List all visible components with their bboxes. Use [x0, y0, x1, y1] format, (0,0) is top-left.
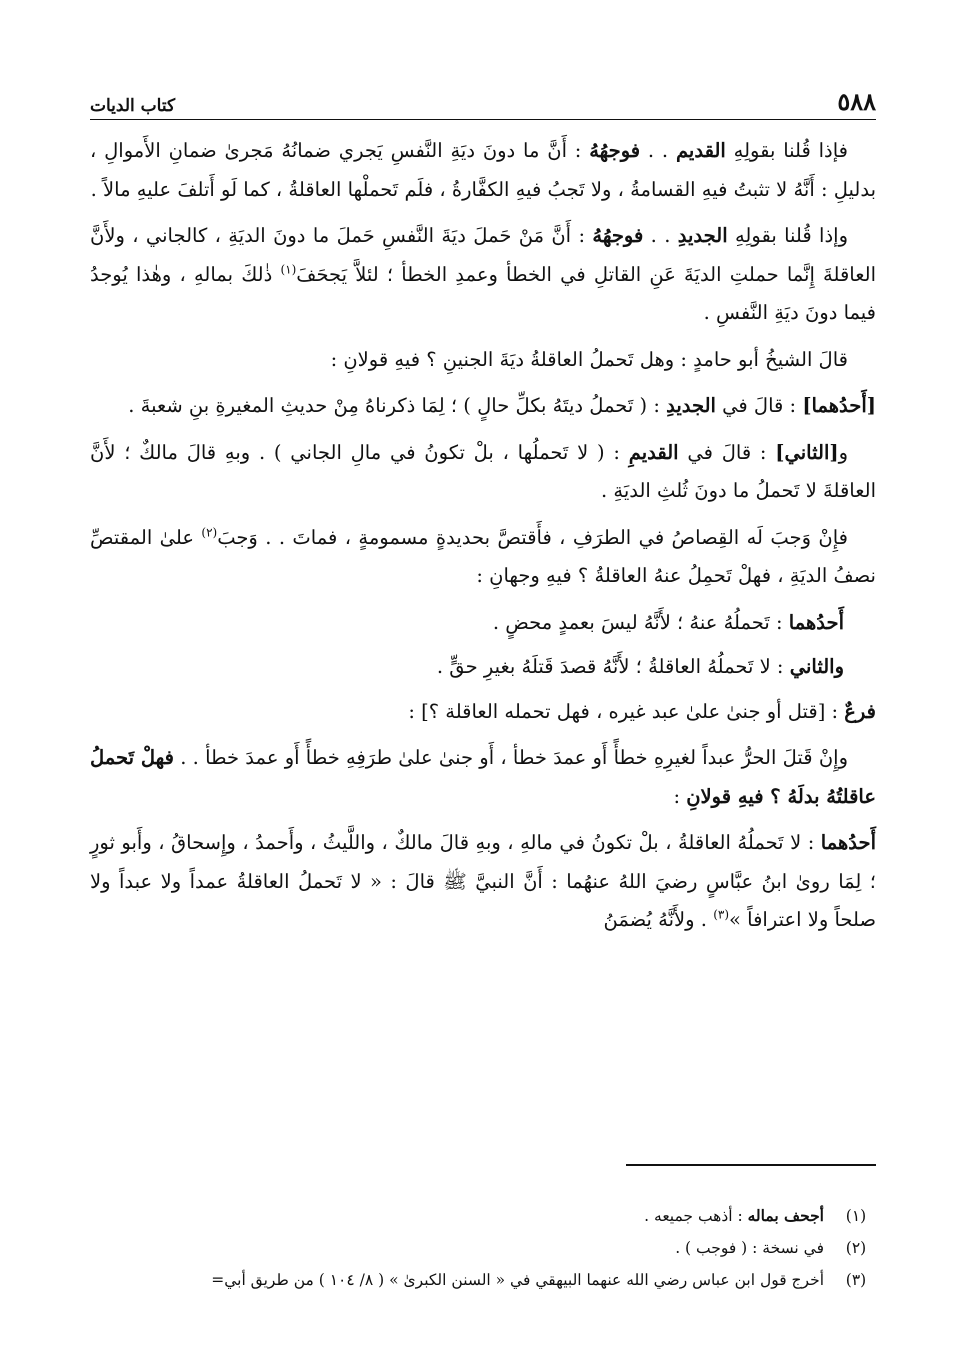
text-run: علىٰ المقتصِّ نصفُ الديَةِ ، فهلْ تَحمِلُ عنهُ العاقلةُ ؟ فيهِ وجهانِ : [90, 525, 876, 587]
main-text [90, 132, 876, 948]
bold-term: أَحدُهما [788, 610, 844, 634]
footnotes [90, 1200, 876, 1296]
footnote-text: : أذهب جميعه . [644, 1207, 748, 1225]
bold-term: الجديدِ [677, 224, 728, 247]
bold-term: فهلْ تَحملُ عاقلتُهُ بدلَهُ ؟ فيهِ قولانِ [90, 746, 876, 808]
footnote-separator [626, 1164, 876, 1166]
paragraph-2 [90, 217, 876, 333]
section-heading-branch [90, 693, 876, 732]
text-run: : أَنَّ مَنْ حَملَ ديَةَ النَّفسِ حَملَ ما دونَ الديَةِ ، كالجاني ، ولأَنَّ العاقلةَ إِنَّما حملتِ الديَةَ عَنِ القاتلِ في الخطأ وعمدِ الخطأ ؛ لئلاَّ يَجحَفَ [90, 224, 877, 286]
paragraph-1 [90, 132, 876, 209]
text-run: و [838, 440, 849, 464]
footnote-ref-3[interactable]: (٣) [713, 907, 730, 922]
text-run: فإِنْ وَجبَ لَه القِصاصُ في الطرَفِ ، فأَقتصَّ بحديدةٍ مسمومةٍ ، فماتَ . . وَجبَ [217, 525, 848, 549]
header-rule [90, 119, 876, 120]
text-run: . . [643, 224, 678, 247]
text-run: ذٰلكَ بمالهِ ، وهٰذا يُوجدُ فيما دونَ ديَةِ النَّفسِ . [90, 262, 876, 324]
text-run: : لا تَحملُهُ العاقلةُ ، بلْ تكونُ في مالهِ ، وبهِ قالَ مالكٌ ، واللَّيثُ ، وأَحمدُ ، وإِسحاقُ ، وأَبو ثورٍ ؛ لِمَا روىٰ ابنُ عبَّاسٍ رضيَ اللهُ عنهُما : أَنَّ النبيَّ ﷺ قالَ : « لا تَحملُ العاقلةُ عمداً ولا عبداً ولا صلحاً ولا اعترافاً » [90, 831, 876, 931]
paragraph-11 [90, 824, 876, 940]
footnote-ref-1[interactable]: (١) [280, 262, 297, 276]
bold-term: الجديدِ [666, 394, 716, 417]
footnote-number: (٣) [845, 1271, 867, 1289]
text-run: وإِنْ قَتلَ الحرُّ عبداً لغيرِهِ خطأً أَو عمدَ خطأ ، أَو جنىٰ علىٰ طرَفِهِ خطأً أَو عمدَ خطأ . . [173, 746, 848, 769]
bold-term: فوجهُهُ [592, 224, 644, 247]
running-title: كتاب الديات [90, 96, 176, 116]
paragraph-4 [90, 387, 876, 426]
text-run: : قالَ في [715, 394, 803, 417]
footnote-term: أجحف بماله [747, 1206, 824, 1225]
text-run: وإذا قُلنا بقولِهِ [727, 224, 848, 247]
paragraph-6 [90, 519, 876, 596]
bold-term: فرعٌ [844, 699, 876, 723]
footnote-number: (٢) [845, 1239, 867, 1257]
text-run: : أَنَّ ما دونَ ديَةِ النَّفسِ يَجري ضمانُهُ مَجرىٰ ضمانِ الأَموالِ ، بدليلِ : أَنَّهُ لا تثبتُ فيهِ القسامةُ ، ولا تَجبُ فيهِ الكفَّارةُ ، فلَم تَحملْها العاقلةُ ، كما لَو أَتلفَ عليهِ مالاً . [90, 139, 876, 201]
footnote-text: في نسخة : ( فوجب ) . [675, 1239, 824, 1257]
page-number: ٥٨٨ [837, 87, 876, 116]
footnote-1 [90, 1200, 876, 1232]
text-run: فإذا قُلنا بقولِهِ [725, 139, 848, 162]
text-run: : [673, 784, 687, 808]
bold-term: [أَحدُهما] [802, 394, 876, 417]
bold-term: [الثاني] [775, 440, 839, 464]
footnote-text: أخرج قول ابن عباس رضي الله عنهما البيهقي في « السنن الكبرىٰ » ( ٨/ ١٠٤ ) من طريق أبي= [211, 1271, 824, 1289]
footnote-3 [90, 1264, 876, 1296]
text-run: : [قتل أو جنىٰ علىٰ عبد غيره ، فهل تحمله العاقلة ؟] : [408, 699, 845, 723]
paragraph-3: قالَ الشيخُ أبو حامدٍ : وهل تَحملُ العاقلةُ ديَةَ الجنينِ ؟ فيهِ قولانِ : [330, 347, 848, 371]
footnote-2 [90, 1232, 876, 1264]
paragraph-7 [90, 604, 876, 643]
paragraph-8 [90, 648, 876, 687]
page-header [90, 82, 876, 116]
footnote-ref-2[interactable]: (٢) [201, 525, 218, 539]
bold-term: فوجهُهُ [589, 139, 641, 162]
text-run: : لا تَحملُهُ العاقلةُ ؛ لأَنَّهُ قصدَ قَتلَهُ بغيرِ حقٍّ . [436, 655, 790, 678]
bold-term: القديم [675, 139, 726, 162]
paragraph-10 [90, 739, 876, 816]
bold-term: القديمِ [628, 440, 679, 464]
text-run: . . [640, 139, 676, 162]
text-run: : قالَ في [678, 440, 776, 464]
footnote-number: (١) [845, 1207, 867, 1225]
bold-term: والثاني [789, 655, 844, 678]
bold-term: أَحدُهما [820, 831, 876, 854]
text-run: . ولأَنَّهُ يُضمَنُ [603, 908, 714, 931]
text-run: : ( لا تَحملُها ، بلْ تكونُ في مالِ الجاني ) . وبهِ قالَ مالكٌ ؛ لأَنَّ العاقلةَ لا تَحملُ ما دونَ ثُلثِ الديَةِ . [90, 440, 876, 502]
text-run: : تَحملُهُ عنهُ ؛ لأَنَّهُ ليسَ بعمدٍ محضٍ . [492, 610, 789, 634]
text-run: : ( تَحملُ ديتَهُ بكلِّ حالٍ ) ؛ لِمَا ذكرناهُ مِنْ حديثِ المغيرةِ بنِ شعبةَ . [128, 394, 667, 417]
paragraph-5 [90, 434, 876, 511]
